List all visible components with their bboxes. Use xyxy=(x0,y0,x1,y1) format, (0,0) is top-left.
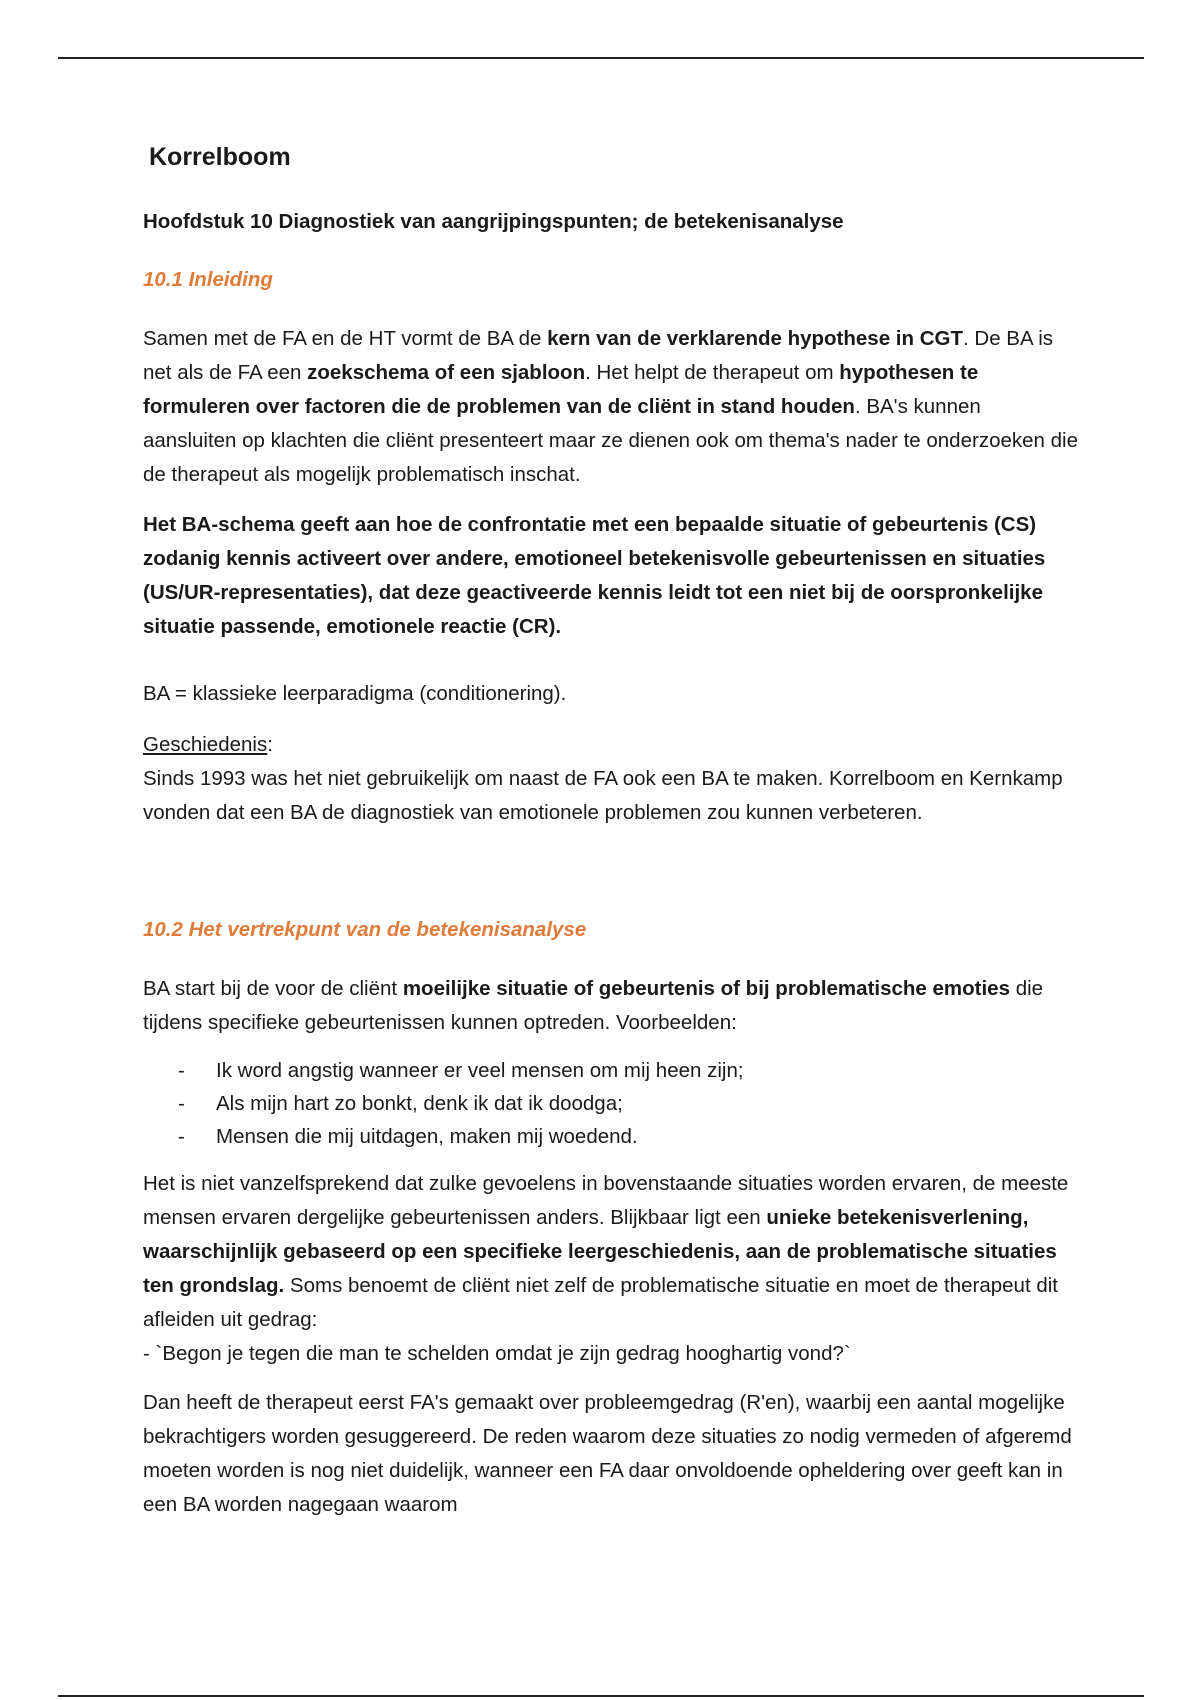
text-run: Het is niet vanzelfsprekend dat zulke gevoelens in bovenstaande situaties worden ervaren, de meeste mensen ervaren dergelijke gebeurtenissen anders. Blijkbaar ligt een xyxy=(143,1172,1069,1229)
bold-run: zoekschema of een sjabloon xyxy=(307,361,586,384)
bullet-dash: - xyxy=(178,1092,185,1115)
list-item xyxy=(178,1120,1058,1153)
bold-run: kern van de verklarende hypothese in CGT xyxy=(547,327,963,350)
list-item-text: Als mijn hart zo bonkt, denk ik dat ik doodga; xyxy=(216,1092,623,1115)
examples-list xyxy=(178,1054,1058,1153)
paragraph-meaning xyxy=(143,1167,1078,1371)
history-text: Sinds 1993 was het niet gebruikelijk om naast de FA ook een BA te maken. Korrelboom en Kernkamp vonden dat een BA de diagnostiek van emotionele problemen zou kunnen verbeteren. xyxy=(143,767,1063,824)
text-run: BA start bij de voor de cliënt xyxy=(143,977,403,1000)
bold-run: moeilijke situatie of gebeurtenis of bij problematische emoties xyxy=(402,977,1010,1000)
paragraph-history xyxy=(143,728,1078,830)
header-rule xyxy=(58,57,1144,59)
list-item-text: Ik word angstig wanneer er veel mensen om mij heen zijn; xyxy=(216,1059,744,1082)
list-item-text: Mensen die mij uitdagen, maken mij woedend. xyxy=(216,1125,638,1148)
text-run: . Het helpt de therapeut om xyxy=(585,361,840,384)
list-item xyxy=(178,1054,1058,1087)
history-label: Geschiedenis xyxy=(143,733,268,756)
chapter-heading: Hoofdstuk 10 Diagnostiek van aangrijpingspunten; de betekenisanalyse xyxy=(143,210,844,233)
text-run: Soms benoemt de cliënt niet zelf de problematische situatie en moet de therapeut dit afleiden uit gedrag: xyxy=(143,1274,1058,1331)
paragraph-ba-schema: Het BA-schema geeft aan hoe de confrontatie met een bepaalde situatie of gebeurtenis (CS) zodanig kennis activeert over andere, emotioneel betekenisvolle gebeurtenissen en situaties (US/UR-representaties), dat deze geactiveerde kennis leidt tot een niet bij de oorspronkelijke situatie passende, emotionele reactie (CR). xyxy=(143,513,1046,638)
list-item xyxy=(178,1087,1058,1120)
text-run: . BA's kunnen aansluiten op klachten die cliënt presenteert maar ze dienen ook om thema's nader te onderzoeken die de therapeut als mogelijk problematisch inschat. xyxy=(143,395,1078,486)
paragraph-fa-link: Dan heeft de therapeut eerst FA's gemaakt over probleemgedrag (R'en), waarbij een aantal mogelijke bekrachtigers worden gesuggereerd. De reden waarom deze situaties zo nodig vermeden of afgeremd moeten worden is nog niet duidelijk, wanneer een FA daar onvoldoende opheldering over geeft kan in een BA worden nagegaan waarom xyxy=(143,1391,1072,1516)
bullet-dash: - xyxy=(178,1125,185,1148)
text-run: Samen met de FA en de HT vormt de BA de xyxy=(143,327,548,350)
paragraph-starting-point xyxy=(143,972,1078,1040)
footer-rule xyxy=(58,1695,1144,1697)
section-heading-10-1: 10.1 Inleiding xyxy=(143,268,273,291)
history-colon: : xyxy=(267,733,273,756)
bold-run: hypothesen te formuleren over factoren die de problemen van de cliënt in stand houden xyxy=(143,361,979,418)
example-quote: - `Begon je tegen die man te schelden omdat je zijn gedrag hooghartig vond?` xyxy=(143,1342,851,1365)
paragraph-ba-definition: BA = klassieke leerparadigma (conditionering). xyxy=(143,682,567,705)
bold-run: unieke betekenisverlening, waarschijnlijk gebaseerd op een specifieke leergeschiedenis, aan de problematische situaties ten grondslag. xyxy=(143,1206,1057,1297)
document-title: Korrelboom xyxy=(149,143,291,171)
paragraph-intro xyxy=(143,322,1078,492)
text-run: . De BA is net als de FA een xyxy=(143,327,1054,384)
text-run: die tijdens specifieke gebeurtenissen kunnen optreden. Voorbeelden: xyxy=(143,977,1044,1034)
section-heading-10-2: 10.2 Het vertrekpunt van de betekenisanalyse xyxy=(143,918,587,941)
bullet-dash: - xyxy=(178,1059,185,1082)
